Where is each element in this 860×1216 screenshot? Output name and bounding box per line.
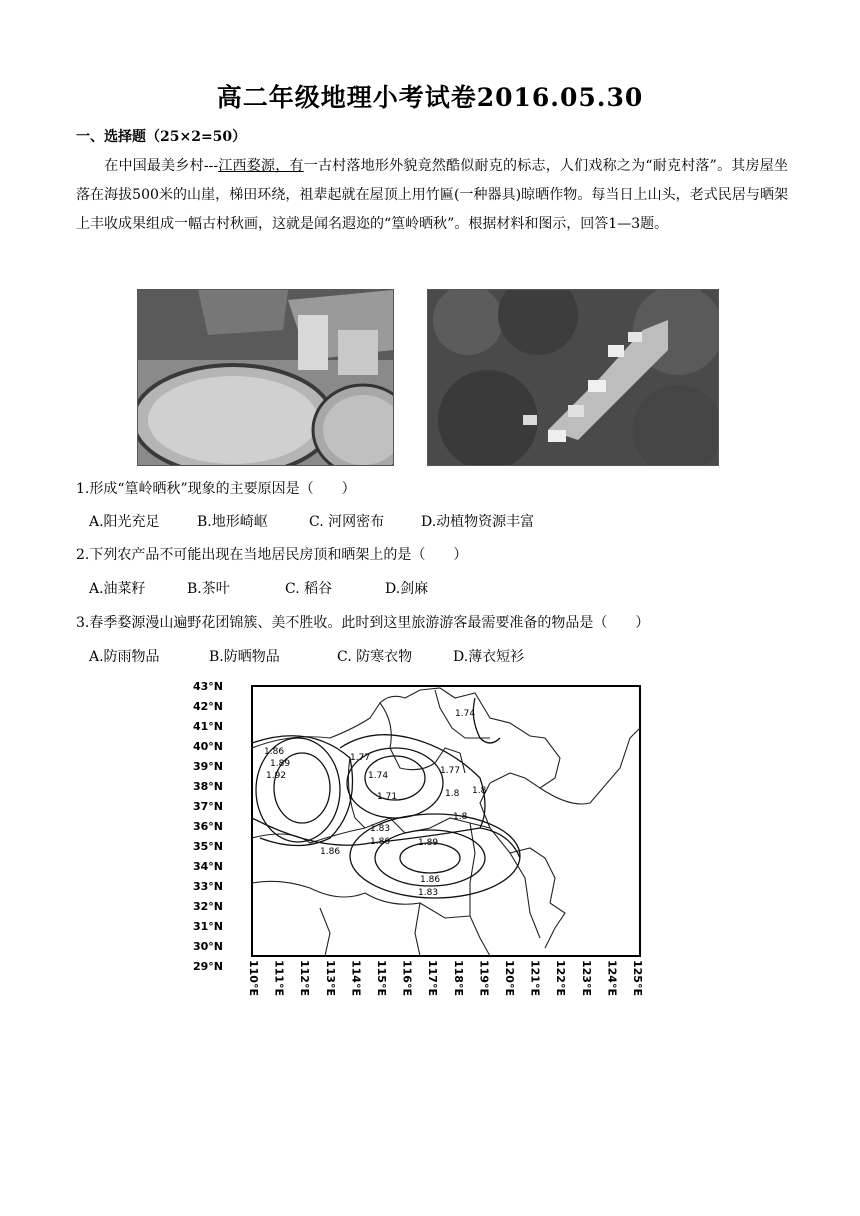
longitude-label: 118°E bbox=[451, 960, 465, 996]
latitude-label: 41°N bbox=[193, 720, 224, 733]
question-1-stem: 1.形成“篁岭晒秋”现象的主要原因是（ ） bbox=[76, 481, 356, 497]
longitude-label: 117°E bbox=[426, 960, 440, 996]
latitude-label: 30°N bbox=[193, 940, 224, 953]
latitude-label: 35°N bbox=[193, 840, 224, 853]
intro-paragraph bbox=[76, 152, 788, 239]
page-title: 高二年级地理小考试卷2016.05.30 bbox=[216, 83, 644, 112]
longitude-label: 125°E bbox=[631, 960, 644, 996]
photo-hillside-village bbox=[427, 289, 719, 466]
longitude-labels bbox=[247, 960, 644, 996]
contour-label: 1.86 bbox=[320, 847, 341, 857]
longitude-label: 122°E bbox=[554, 960, 568, 996]
q1-option-c: C. 河网密布 bbox=[309, 514, 385, 530]
contour-label: 1.86 bbox=[370, 837, 391, 847]
longitude-label: 110°E bbox=[247, 960, 260, 996]
intro-part2: 一古村落地形外貌竟然酷似耐克的标志，人们戏称之为“耐克村落”。其房屋坐落在海拔500米的山崖，梯田环绕，祖辈起就在屋顶上用竹匾(一种器具)晾晒作物。每当日上山头，老式民居与晒架上丰收成果组成一幅古村秋画，这就是闻名遐迩的“篁岭晒秋”。根据材料和图示，回答1—3题。 bbox=[76, 158, 788, 232]
contour-label: 1.83 bbox=[418, 888, 439, 898]
contour-label: 1.86 bbox=[420, 875, 441, 885]
contour-label: 1.83 bbox=[370, 824, 391, 834]
latitude-label: 33°N bbox=[193, 880, 224, 893]
contour-label: 1.74 bbox=[455, 709, 476, 719]
contour-label: 1.8 bbox=[453, 812, 468, 822]
contour-label: 1.86 bbox=[264, 747, 285, 757]
longitude-label: 120°E bbox=[503, 960, 516, 996]
latitude-label: 34°N bbox=[193, 860, 224, 873]
longitude-label: 119°E bbox=[477, 960, 491, 996]
latitude-label: 32°N bbox=[193, 900, 224, 913]
q2-option-b: B.茶叶 bbox=[187, 581, 230, 597]
photo-drying-crops bbox=[137, 289, 394, 466]
latitude-label: 38°N bbox=[193, 780, 224, 793]
contour-label: 1.71 bbox=[377, 792, 398, 802]
longitude-label: 113°E bbox=[323, 960, 337, 996]
q3-option-b: B.防晒物品 bbox=[209, 649, 280, 665]
latitude-label: 40°N bbox=[193, 740, 224, 753]
contour-label: 1.8 bbox=[445, 789, 460, 799]
latitude-label: 29°N bbox=[193, 960, 224, 973]
question-3-stem: 3.春季婺源漫山遍野花团锦簇、美不胜收。此时到这里旅游游客最需要准备的物品是（ ） bbox=[76, 615, 650, 631]
contour-map bbox=[190, 678, 645, 1010]
q1-option-d: D.动植物资源丰富 bbox=[421, 514, 535, 530]
longitude-label: 124°E bbox=[605, 960, 619, 996]
latitude-label: 37°N bbox=[193, 800, 224, 813]
contour-label: 1.89 bbox=[270, 759, 291, 769]
intro-underlined: 江西婺源，有 bbox=[218, 158, 304, 174]
q2-option-a: A.油菜籽 bbox=[89, 581, 146, 597]
contour-label: 1.92 bbox=[266, 771, 287, 781]
contour-label: 1.89 bbox=[418, 838, 439, 848]
q3-option-d: D.薄衣短衫 bbox=[453, 649, 525, 665]
contour-label: 1.8 bbox=[472, 786, 487, 796]
longitude-label: 123°E bbox=[579, 960, 593, 996]
longitude-label: 116°E bbox=[400, 960, 414, 996]
q2-option-c: C. 稻谷 bbox=[285, 581, 333, 597]
longitude-label: 111°E bbox=[272, 960, 286, 996]
q2-option-d: D.剑麻 bbox=[385, 581, 429, 597]
latitude-label: 31°N bbox=[193, 920, 224, 933]
question-3-options bbox=[89, 646, 524, 666]
contour-label: 1.77 bbox=[440, 766, 461, 776]
latitude-labels bbox=[193, 680, 223, 973]
latitude-label: 42°N bbox=[193, 700, 224, 713]
longitude-label: 121°E bbox=[528, 960, 542, 996]
question-2-options bbox=[89, 578, 428, 598]
question-2-stem: 2.下列农产品不可能出现在当地居民房顶和晒架上的是（ ） bbox=[76, 547, 468, 563]
latitude-label: 36°N bbox=[193, 820, 224, 833]
latitude-label: 43°N bbox=[193, 680, 224, 693]
longitude-label: 112°E bbox=[298, 960, 312, 996]
section-heading: 一、选择题（25×2=50） bbox=[76, 129, 247, 145]
question-1-options bbox=[89, 511, 534, 531]
q1-option-a: A.阳光充足 bbox=[89, 514, 160, 530]
latitude-label: 39°N bbox=[193, 760, 224, 773]
longitude-label: 114°E bbox=[349, 960, 363, 996]
contour-label: 1.74 bbox=[368, 771, 389, 781]
q1-option-b: B.地形崎岖 bbox=[197, 514, 268, 530]
intro-part1: 在中国最美乡村--- bbox=[104, 158, 219, 174]
q3-option-a: A.防雨物品 bbox=[89, 649, 160, 665]
q3-option-c: C. 防寒衣物 bbox=[337, 649, 413, 665]
longitude-label: 115°E bbox=[375, 960, 388, 996]
contour-label: 1.77 bbox=[350, 753, 371, 763]
